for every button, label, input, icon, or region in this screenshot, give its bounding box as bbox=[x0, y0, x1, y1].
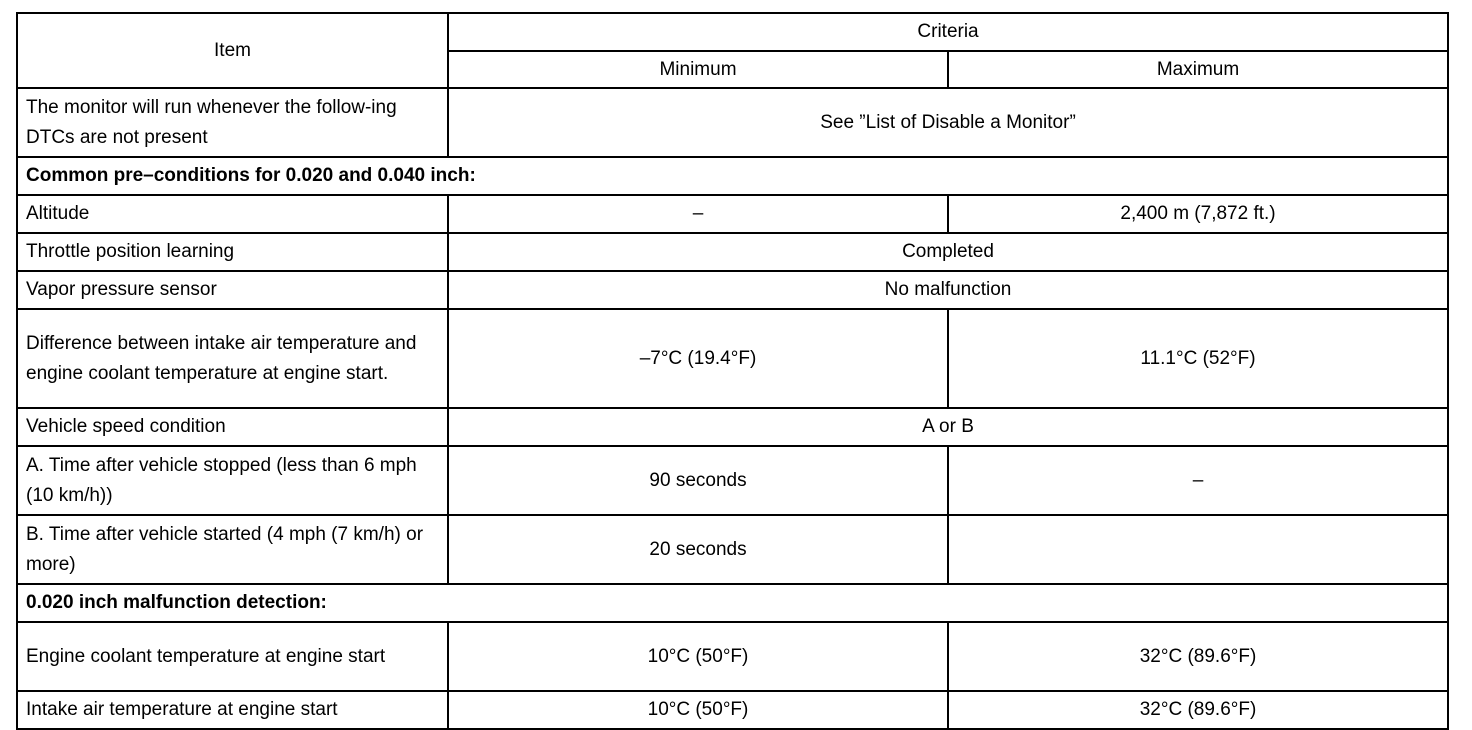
section-row bbox=[17, 584, 1448, 622]
row-label: Vehicle speed condition bbox=[17, 408, 448, 446]
header-minimum: Minimum bbox=[448, 51, 948, 88]
table-row bbox=[17, 195, 1448, 233]
table-row bbox=[17, 622, 1448, 691]
table-row bbox=[17, 271, 1448, 309]
table-row bbox=[17, 88, 1448, 157]
row-min: –7°C (19.4°F) bbox=[448, 309, 948, 408]
row-value: Completed bbox=[448, 233, 1448, 271]
row-min: 10°C (50°F) bbox=[448, 691, 948, 729]
row-max: 2,400 m (7,872 ft.) bbox=[948, 195, 1448, 233]
table-row bbox=[17, 408, 1448, 446]
header-maximum: Maximum bbox=[948, 51, 1448, 88]
row-label: Difference between intake air temperature and engine coolant temperature at engine start. bbox=[17, 309, 448, 408]
header-item: Item bbox=[17, 13, 448, 88]
row-max: 32°C (89.6°F) bbox=[948, 622, 1448, 691]
table-row bbox=[17, 446, 1448, 515]
criteria-table bbox=[16, 12, 1449, 730]
row-value: No malfunction bbox=[448, 271, 1448, 309]
row-min: 90 seconds bbox=[448, 446, 948, 515]
row-max: – bbox=[948, 446, 1448, 515]
section-heading: Common pre–conditions for 0.020 and 0.040 inch: bbox=[17, 157, 1448, 195]
row-label: Altitude bbox=[17, 195, 448, 233]
section-row bbox=[17, 157, 1448, 195]
row-min: – bbox=[448, 195, 948, 233]
row-label: B. Time after vehicle started (4 mph (7 km/h) or more) bbox=[17, 515, 448, 584]
row-label: A. Time after vehicle stopped (less than 6 mph (10 km/h)) bbox=[17, 446, 448, 515]
row-value: See ”List of Disable a Monitor” bbox=[448, 88, 1448, 157]
table-row bbox=[17, 233, 1448, 271]
row-max: 32°C (89.6°F) bbox=[948, 691, 1448, 729]
row-max bbox=[948, 515, 1448, 584]
row-label: Intake air temperature at engine start bbox=[17, 691, 448, 729]
row-label: Engine coolant temperature at engine start bbox=[17, 622, 448, 691]
header-criteria: Criteria bbox=[448, 13, 1448, 51]
row-value: A or B bbox=[448, 408, 1448, 446]
row-max: 11.1°C (52°F) bbox=[948, 309, 1448, 408]
table-row bbox=[17, 515, 1448, 584]
table-row bbox=[17, 309, 1448, 408]
section-heading: 0.020 inch malfunction detection: bbox=[17, 584, 1448, 622]
row-label: The monitor will run whenever the follow-ing DTCs are not present bbox=[17, 88, 448, 157]
table-row bbox=[17, 691, 1448, 729]
row-min: 20 seconds bbox=[448, 515, 948, 584]
row-label: Vapor pressure sensor bbox=[17, 271, 448, 309]
row-label: Throttle position learning bbox=[17, 233, 448, 271]
row-min: 10°C (50°F) bbox=[448, 622, 948, 691]
